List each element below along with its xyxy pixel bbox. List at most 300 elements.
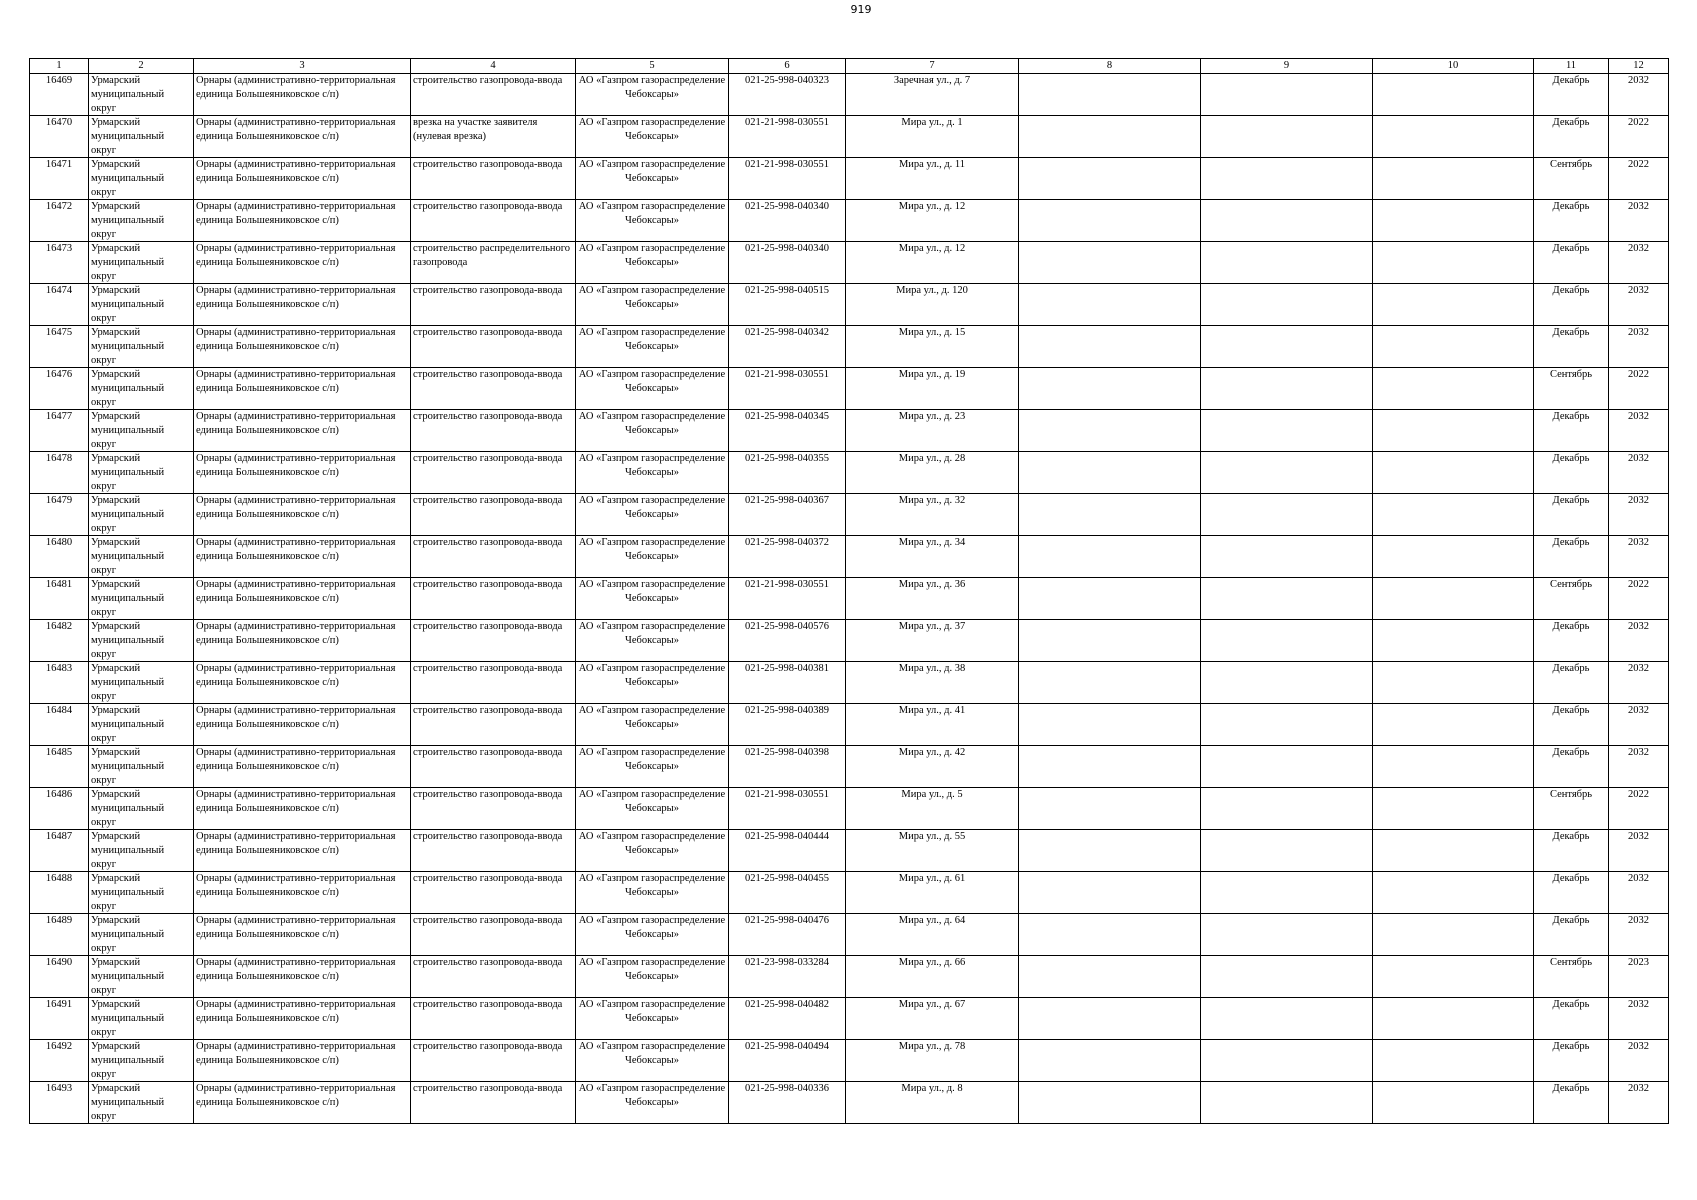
address-cell [846, 914, 1019, 956]
address-cell [846, 578, 1019, 620]
month-cell [1534, 326, 1609, 368]
work-type: строительство газопровода-ввода [413, 411, 563, 422]
year: 2032 [1628, 831, 1649, 842]
locality-name: Орнары (административно-территориальная единица Большеяниковское с/п) [196, 705, 396, 730]
row-number: 16493 [45, 1083, 73, 1094]
month-cell [1534, 494, 1609, 536]
row-number-cell [30, 158, 89, 200]
year-cell [1609, 452, 1669, 494]
row-number: 16488 [45, 873, 73, 884]
row-number: 16485 [45, 747, 73, 758]
object-code: 021-25-998-040372 [745, 537, 829, 548]
object-code-cell [729, 200, 846, 242]
year-cell [1609, 662, 1669, 704]
row-number-cell [30, 746, 89, 788]
district-name-cell [89, 242, 194, 284]
work-type: строительство газопровода-ввода [413, 495, 563, 506]
locality-name-cell [194, 74, 411, 116]
address-cell [846, 452, 1019, 494]
organization-cell [576, 620, 729, 662]
row-number-cell [30, 872, 89, 914]
district-name-cell [89, 956, 194, 998]
locality-name-cell [194, 284, 411, 326]
column-10-cell [1373, 788, 1534, 830]
organization-cell [576, 284, 729, 326]
locality-name: Орнары (административно-территориальная единица Большеяниковское с/п) [196, 999, 396, 1024]
month: Декабрь [1552, 621, 1590, 632]
organization-cell [576, 494, 729, 536]
locality-name-cell [194, 872, 411, 914]
column-8-cell [1019, 74, 1201, 116]
column-8 [1021, 704, 1198, 745]
month: Сентябрь [1549, 789, 1593, 800]
district-name-cell [89, 998, 194, 1040]
column-9-cell [1201, 74, 1373, 116]
address: Мира ул., д. 120 [896, 285, 968, 296]
work-type-cell [411, 536, 576, 578]
district-name: Урмарский муниципальный округ [91, 831, 165, 870]
locality-name: Орнары (административно-территориальная единица Большеяниковское с/п) [196, 537, 396, 562]
locality-name-cell [194, 410, 411, 452]
district-name: Урмарский муниципальный округ [91, 1041, 165, 1080]
column-8 [1021, 788, 1198, 829]
year: 2032 [1628, 411, 1649, 422]
header-row [30, 59, 1669, 74]
organization-cell [576, 536, 729, 578]
column-9-cell [1201, 494, 1373, 536]
year-cell [1609, 872, 1669, 914]
row-number-cell [30, 620, 89, 662]
month-cell [1534, 746, 1609, 788]
column-8 [1021, 872, 1198, 913]
work-type-cell [411, 830, 576, 872]
column-10-cell [1373, 578, 1534, 620]
month-cell [1534, 410, 1609, 452]
column-9-cell [1201, 200, 1373, 242]
work-type: строительство газопровода-ввода [413, 747, 563, 758]
locality-name-cell [194, 1082, 411, 1124]
table-row [30, 788, 1669, 830]
column-10 [1375, 578, 1531, 619]
address-cell [846, 788, 1019, 830]
work-type: строительство газопровода-ввода [413, 285, 563, 296]
address-cell [846, 200, 1019, 242]
column-10 [1375, 536, 1531, 577]
district-name-cell [89, 704, 194, 746]
row-number-cell [30, 74, 89, 116]
organization: АО «Газпром газораспределение Чебоксары» [578, 705, 726, 730]
address: Мира ул., д. 78 [898, 1041, 966, 1052]
object-code: 021-25-998-040576 [745, 621, 829, 632]
object-code-cell [729, 788, 846, 830]
table-row [30, 1082, 1669, 1124]
table-row [30, 662, 1669, 704]
organization: АО «Газпром газораспределение Чебоксары» [578, 789, 726, 814]
month-cell [1534, 116, 1609, 158]
row-number: 16490 [45, 957, 73, 968]
locality-name-cell [194, 536, 411, 578]
column-9 [1203, 662, 1370, 703]
district-name-cell [89, 830, 194, 872]
object-code: 021-25-998-040515 [745, 285, 829, 296]
row-number-cell [30, 284, 89, 326]
locality-name-cell [194, 914, 411, 956]
object-code-cell [729, 452, 846, 494]
locality-name: Орнары (административно-территориальная единица Большеяниковское с/п) [196, 747, 396, 772]
district-name-cell [89, 410, 194, 452]
column-10-cell [1373, 914, 1534, 956]
organization: АО «Газпром газораспределение Чебоксары» [578, 327, 726, 352]
district-name-cell [89, 368, 194, 410]
organization: АО «Газпром газораспределение Чебоксары» [578, 159, 726, 184]
work-type-cell [411, 620, 576, 662]
column-8 [1021, 74, 1198, 115]
column-10 [1375, 1082, 1531, 1123]
column-10-cell [1373, 662, 1534, 704]
district-name: Урмарский муниципальный округ [91, 999, 165, 1038]
column-9 [1203, 746, 1370, 787]
column-8 [1021, 536, 1198, 577]
address: Мира ул., д. 8 [901, 1083, 963, 1094]
locality-name: Орнары (административно-территориальная единица Большеяниковское с/п) [196, 915, 396, 940]
object-code-cell [729, 662, 846, 704]
table-row [30, 956, 1669, 998]
locality-name: Орнары (административно-территориальная единица Большеяниковское с/п) [196, 1083, 396, 1108]
column-8-cell [1019, 956, 1201, 998]
year: 2032 [1628, 495, 1649, 506]
object-code: 021-25-998-040345 [745, 411, 829, 422]
column-header-4: 4 [411, 59, 576, 74]
locality-name-cell [194, 200, 411, 242]
work-type-cell [411, 326, 576, 368]
district-name: Урмарский муниципальный округ [91, 201, 165, 240]
organization-cell [576, 1040, 729, 1082]
column-9-cell [1201, 662, 1373, 704]
row-number: 16482 [45, 621, 73, 632]
organization-cell [576, 662, 729, 704]
column-9-cell [1201, 536, 1373, 578]
locality-name: Орнары (административно-территориальная единица Большеяниковское с/п) [196, 243, 396, 268]
year: 2032 [1628, 201, 1649, 212]
year-cell [1609, 830, 1669, 872]
object-code: 021-21-998-030551 [745, 117, 829, 128]
organization: АО «Газпром газораспределение Чебоксары» [578, 915, 726, 940]
address-cell [846, 368, 1019, 410]
organization-cell [576, 788, 729, 830]
year-cell [1609, 956, 1669, 998]
locality-name-cell [194, 788, 411, 830]
address-cell [846, 830, 1019, 872]
column-9 [1203, 872, 1370, 913]
locality-name-cell [194, 158, 411, 200]
month: Декабрь [1552, 243, 1590, 254]
column-8-cell [1019, 452, 1201, 494]
column-header-2: 2 [89, 59, 194, 74]
column-9-cell [1201, 284, 1373, 326]
organization-cell [576, 914, 729, 956]
month-cell [1534, 998, 1609, 1040]
year: 2032 [1628, 621, 1649, 632]
month: Декабрь [1552, 327, 1590, 338]
month: Декабрь [1552, 201, 1590, 212]
column-10-cell [1373, 746, 1534, 788]
locality-name: Орнары (административно-территориальная единица Большеяниковское с/п) [196, 789, 396, 814]
row-number: 16491 [45, 999, 73, 1010]
organization-cell [576, 830, 729, 872]
row-number-cell [30, 410, 89, 452]
year-cell [1609, 536, 1669, 578]
column-8 [1021, 1040, 1198, 1081]
table-row [30, 830, 1669, 872]
year: 2032 [1628, 1041, 1649, 1052]
column-9-cell [1201, 788, 1373, 830]
work-type: строительство газопровода-ввода [413, 1083, 563, 1094]
year: 2032 [1628, 705, 1649, 716]
district-name-cell [89, 494, 194, 536]
locality-name: Орнары (административно-территориальная единица Большеяниковское с/п) [196, 159, 396, 184]
locality-name: Орнары (административно-территориальная единица Большеяниковское с/п) [196, 453, 396, 478]
column-8-cell [1019, 662, 1201, 704]
table-row [30, 74, 1669, 116]
row-number-cell [30, 452, 89, 494]
row-number: 16478 [45, 453, 73, 464]
column-8-cell [1019, 158, 1201, 200]
year: 2023 [1628, 957, 1649, 968]
column-10 [1375, 200, 1531, 241]
column-9-cell [1201, 830, 1373, 872]
month-cell [1534, 368, 1609, 410]
object-code: 021-21-998-030551 [745, 159, 829, 170]
locality-name-cell [194, 242, 411, 284]
organization-cell [576, 410, 729, 452]
row-number-cell [30, 956, 89, 998]
month: Сентябрь [1549, 579, 1593, 590]
district-name: Урмарский муниципальный округ [91, 327, 165, 366]
column-10 [1375, 872, 1531, 913]
object-code: 021-25-998-040367 [745, 495, 829, 506]
column-8 [1021, 620, 1198, 661]
object-code-cell [729, 998, 846, 1040]
object-code-cell [729, 578, 846, 620]
organization: АО «Газпром газораспределение Чебоксары» [578, 285, 726, 310]
organization-cell [576, 158, 729, 200]
column-header-9: 9 [1201, 59, 1373, 74]
table-row [30, 200, 1669, 242]
column-9-cell [1201, 998, 1373, 1040]
column-header-6: 6 [729, 59, 846, 74]
address-cell [846, 410, 1019, 452]
column-9-cell [1201, 956, 1373, 998]
address: Мира ул., д. 11 [898, 159, 966, 170]
column-8 [1021, 200, 1198, 241]
object-code-cell [729, 284, 846, 326]
locality-name: Орнары (административно-территориальная единица Большеяниковское с/п) [196, 327, 396, 352]
object-code-cell [729, 326, 846, 368]
locality-name: Орнары (административно-территориальная единица Большеяниковское с/п) [196, 285, 396, 310]
work-type: строительство газопровода-ввода [413, 201, 563, 212]
year-cell [1609, 200, 1669, 242]
row-number: 16476 [45, 369, 73, 380]
column-10 [1375, 326, 1531, 367]
column-8-cell [1019, 1040, 1201, 1082]
work-type-cell [411, 662, 576, 704]
object-code: 021-25-998-040482 [745, 999, 829, 1010]
column-10-cell [1373, 998, 1534, 1040]
work-type-cell [411, 914, 576, 956]
column-9-cell [1201, 116, 1373, 158]
column-8-cell [1019, 410, 1201, 452]
row-number: 16479 [45, 495, 73, 506]
work-type-cell [411, 158, 576, 200]
table-row [30, 326, 1669, 368]
column-8-cell [1019, 830, 1201, 872]
column-9-cell [1201, 914, 1373, 956]
address: Мира ул., д. 38 [898, 663, 966, 674]
district-name-cell [89, 452, 194, 494]
address: Мира ул., д. 19 [898, 369, 966, 380]
column-header-11: 11 [1534, 59, 1609, 74]
row-number-cell [30, 914, 89, 956]
column-header-12: 12 [1609, 59, 1669, 74]
address-cell [846, 116, 1019, 158]
month-cell [1534, 158, 1609, 200]
month-cell [1534, 578, 1609, 620]
district-name-cell [89, 746, 194, 788]
locality-name: Орнары (административно-территориальная единица Большеяниковское с/п) [196, 75, 396, 100]
column-9 [1203, 368, 1370, 409]
district-name: Урмарский муниципальный округ [91, 243, 165, 282]
column-10-cell [1373, 158, 1534, 200]
table-row [30, 158, 1669, 200]
organization-cell [576, 746, 729, 788]
column-10-cell [1373, 494, 1534, 536]
address-cell [846, 620, 1019, 662]
object-code-cell [729, 620, 846, 662]
table-row [30, 368, 1669, 410]
district-name-cell [89, 74, 194, 116]
column-8-cell [1019, 494, 1201, 536]
column-10 [1375, 788, 1531, 829]
work-type-cell [411, 242, 576, 284]
district-name: Урмарский муниципальный округ [91, 873, 165, 912]
column-8 [1021, 368, 1198, 409]
district-name-cell [89, 1040, 194, 1082]
column-8 [1021, 326, 1198, 367]
column-8 [1021, 116, 1198, 157]
locality-name-cell [194, 452, 411, 494]
column-8-cell [1019, 116, 1201, 158]
month: Декабрь [1552, 705, 1590, 716]
month: Декабрь [1552, 117, 1590, 128]
month-cell [1534, 536, 1609, 578]
column-10-cell [1373, 1040, 1534, 1082]
district-name: Урмарский муниципальный округ [91, 495, 165, 534]
address: Мира ул., д. 37 [898, 621, 966, 632]
object-code-cell [729, 494, 846, 536]
row-number-cell [30, 494, 89, 536]
column-header-7: 7 [846, 59, 1019, 74]
column-9 [1203, 200, 1370, 241]
work-type: строительство газопровода-ввода [413, 579, 563, 590]
column-9 [1203, 620, 1370, 661]
column-8 [1021, 452, 1198, 493]
row-number: 16483 [45, 663, 73, 674]
work-type-cell [411, 452, 576, 494]
district-name-cell [89, 788, 194, 830]
district-name: Урмарский муниципальный округ [91, 789, 165, 828]
address: Мира ул., д. 64 [898, 915, 966, 926]
month-cell [1534, 704, 1609, 746]
row-number: 16489 [45, 915, 73, 926]
column-10 [1375, 74, 1531, 115]
year-cell [1609, 368, 1669, 410]
organization-cell [576, 326, 729, 368]
column-8-cell [1019, 746, 1201, 788]
work-type: строительство газопровода-ввода [413, 705, 563, 716]
row-number: 16470 [45, 117, 73, 128]
year-cell [1609, 914, 1669, 956]
column-10 [1375, 704, 1531, 745]
locality-name-cell [194, 368, 411, 410]
table-row [30, 578, 1669, 620]
organization-cell [576, 956, 729, 998]
work-type-cell [411, 746, 576, 788]
organization: АО «Газпром газораспределение Чебоксары» [578, 999, 726, 1024]
column-10 [1375, 746, 1531, 787]
month-cell [1534, 200, 1609, 242]
year: 2032 [1628, 873, 1649, 884]
address: Мира ул., д. 23 [898, 411, 966, 422]
address-cell [846, 998, 1019, 1040]
column-8-cell [1019, 914, 1201, 956]
month-cell [1534, 74, 1609, 116]
year: 2022 [1628, 789, 1649, 800]
work-type: строительство газопровода-ввода [413, 159, 563, 170]
year: 2032 [1628, 537, 1649, 548]
address: Мира ул., д. 28 [898, 453, 966, 464]
column-10 [1375, 116, 1531, 157]
row-number: 16473 [45, 243, 73, 254]
row-number: 16480 [45, 537, 73, 548]
column-10-cell [1373, 326, 1534, 368]
district-name-cell [89, 872, 194, 914]
object-code-cell [729, 746, 846, 788]
object-code-cell [729, 872, 846, 914]
table-row [30, 116, 1669, 158]
work-type-cell [411, 410, 576, 452]
month-cell [1534, 242, 1609, 284]
address: Мира ул., д. 12 [898, 201, 966, 212]
table-row [30, 452, 1669, 494]
year-cell [1609, 578, 1669, 620]
column-10 [1375, 956, 1531, 997]
object-code: 021-21-998-030551 [745, 789, 829, 800]
column-10 [1375, 620, 1531, 661]
work-type-cell [411, 200, 576, 242]
table-row [30, 494, 1669, 536]
work-type-cell [411, 578, 576, 620]
district-name: Урмарский муниципальный округ [91, 117, 165, 156]
address: Мира ул., д. 12 [898, 243, 966, 254]
column-8-cell [1019, 284, 1201, 326]
column-10-cell [1373, 242, 1534, 284]
column-10-cell [1373, 620, 1534, 662]
row-number: 16481 [45, 579, 73, 590]
organization-cell [576, 578, 729, 620]
organization: АО «Газпром газораспределение Чебоксары» [578, 75, 726, 100]
organization: АО «Газпром газораспределение Чебоксары» [578, 201, 726, 226]
year-cell [1609, 746, 1669, 788]
